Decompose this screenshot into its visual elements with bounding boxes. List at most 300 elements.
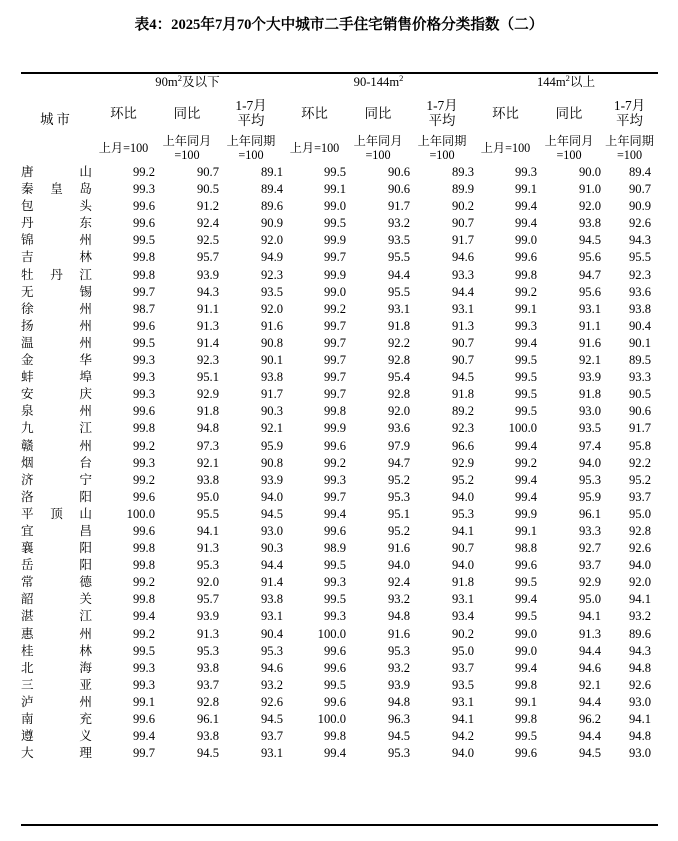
table-row: [21, 438, 658, 455]
city-name-text: [21, 403, 92, 420]
price-index-cell: 93.0: [628, 746, 652, 761]
table-row: [21, 660, 658, 677]
price-index-cell: 92.3: [260, 267, 284, 282]
price-index-cell: 92.6: [260, 694, 284, 709]
table-head: [21, 72, 658, 164]
price-index-cell: 93.1: [451, 301, 475, 316]
price-index-cell: 94.8: [387, 609, 411, 624]
measure-header-avg-1: [410, 93, 474, 133]
measure-label-l2-2c: 平均: [616, 113, 643, 128]
table-row: [21, 369, 658, 386]
price-index-cell: 99.1: [132, 694, 155, 709]
city-name-text: [21, 745, 92, 762]
city-name-char: 州: [79, 318, 92, 333]
price-index-cell: 90.3: [260, 541, 284, 556]
measure-label-l2-2b: 平均: [428, 113, 456, 128]
price-index-cell: 96.3: [387, 712, 411, 726]
measure-label-l1-1: 同比: [173, 105, 201, 121]
price-index-cell: 95.9: [260, 438, 284, 453]
city-name-char: 洛: [21, 489, 34, 504]
city-name-text: [21, 369, 92, 386]
group-label-prefix-1: 90-144m: [353, 75, 400, 90]
table-row: [21, 711, 658, 728]
price-index-cell: 99.4: [514, 592, 538, 607]
measure-label-l1-0b: 环比: [301, 105, 328, 121]
price-index-cell: 91.2: [196, 199, 219, 214]
city-name-cell: [21, 198, 92, 215]
table-row: [21, 591, 658, 608]
city-name-text: [21, 267, 92, 284]
price-index-cell: 99.0: [514, 643, 538, 658]
price-index-cell: 94.5: [387, 729, 411, 744]
price-index-cell: 95.6: [578, 250, 602, 265]
city-name-char: 州: [79, 233, 92, 248]
city-name-char: 蚌: [21, 370, 34, 385]
price-index-cell: 90.4: [628, 318, 652, 333]
price-index-cell: 92.2: [628, 455, 652, 470]
city-name-cell: [21, 352, 92, 369]
price-index-cell: 93.9: [578, 370, 602, 385]
price-index-cell: 99.3: [514, 165, 538, 179]
city-name-cell: [21, 489, 92, 506]
city-name-char: 无: [21, 284, 34, 299]
city-name-text: [21, 523, 92, 540]
measure-label-l1-1b: 同比: [364, 105, 392, 121]
base-label-2g: =100: [616, 147, 643, 162]
price-index-cell: 93.1: [260, 609, 284, 624]
table-row: [21, 626, 658, 643]
price-index-cell: 99.1: [323, 182, 347, 197]
price-index-cell: 95.2: [387, 523, 411, 538]
city-name-cell: [21, 711, 92, 728]
measure-label-l1-1c: 同比: [555, 105, 583, 121]
city-name-char: 丹: [21, 216, 34, 231]
price-index-cell: 95.0: [196, 489, 219, 504]
price-index-cell: 93.8: [260, 370, 284, 385]
base-label-0d: 上月=100: [289, 140, 340, 155]
city-name-cell: [21, 472, 92, 489]
measure-label-l1-2: 1-7月: [235, 98, 267, 113]
price-index-cell: 99.7: [132, 746, 155, 761]
price-index-cell: 96.2: [578, 712, 602, 726]
price-index-cell: 90.1: [260, 353, 284, 368]
base-header-yoy-0: [155, 133, 219, 164]
city-name-cell: [21, 728, 92, 745]
price-index-cell: 90.9: [260, 216, 284, 231]
city-name-char: 江: [79, 267, 92, 282]
price-index-cell: 94.1: [628, 592, 652, 607]
measure-header-yoy-2: [537, 93, 601, 133]
price-index-cell: 99.3: [132, 455, 155, 470]
table-row: [21, 557, 658, 574]
price-index-cell: 99.3: [514, 318, 538, 333]
price-index-cell: 94.4: [260, 558, 284, 573]
city-name-char: 州: [79, 404, 92, 419]
price-index-cell: 91.8: [387, 318, 411, 333]
city-name-cell: [21, 181, 92, 198]
price-index-cell: 99.6: [323, 643, 347, 658]
price-index-cell: 90.7: [451, 216, 475, 231]
measure-label-l1-2c: 1-7月: [613, 98, 646, 113]
table-row: [21, 728, 658, 745]
city-name-char: 埠: [79, 370, 92, 385]
price-index-cell: 93.8: [196, 729, 219, 744]
price-index-cell: 92.1: [196, 455, 219, 470]
city-name-cell: [21, 301, 92, 318]
price-index-cell: 91.3: [196, 626, 219, 641]
price-index-cell: 99.3: [132, 660, 155, 675]
price-index-cell: 99.8: [132, 421, 155, 436]
base-label-1b: =100: [174, 147, 200, 162]
price-index-cell: 89.2: [451, 404, 475, 419]
price-index-cell: 99.0: [514, 626, 538, 641]
city-name-text: [21, 677, 92, 694]
price-index-cell: 99.8: [132, 250, 155, 265]
group-label-prefix-2: 144m: [536, 75, 566, 90]
price-index-cell: 93.0: [628, 694, 652, 709]
table-row: [21, 643, 658, 660]
price-index-cell: 91.3: [451, 318, 475, 333]
table-row: [21, 318, 658, 335]
price-index-cell: 93.8: [578, 216, 602, 231]
price-index-cell: 95.3: [387, 746, 411, 761]
price-index-cell: 99.7: [323, 335, 347, 350]
city-name-char: 宁: [79, 472, 92, 487]
price-index-cell: 92.9: [451, 455, 475, 470]
table-row: [21, 420, 658, 437]
price-index-cell: 94.8: [628, 660, 652, 675]
table-row: [21, 677, 658, 694]
price-index-cell: 95.3: [451, 506, 475, 521]
city-name-cell: [21, 660, 92, 677]
city-name-char: 州: [79, 301, 92, 316]
price-index-cell: 99.8: [514, 677, 538, 692]
city-name-char: 阳: [79, 541, 92, 556]
city-name-char: 岳: [21, 558, 34, 573]
price-index-cell: 99.4: [132, 729, 155, 744]
price-index-cell: 94.0: [387, 558, 411, 573]
price-index-cell: 94.5: [578, 233, 602, 248]
city-name-char: 台: [79, 455, 92, 470]
price-index-cell: 89.9: [451, 182, 475, 197]
price-index-cell: 99.3: [323, 472, 347, 487]
price-index-cell: 91.7: [451, 233, 475, 248]
price-index-cell: 94.0: [628, 558, 652, 573]
city-name-cell: [21, 335, 92, 352]
city-name-char: 吉: [21, 250, 34, 265]
city-name-char: 昌: [79, 523, 92, 538]
price-index-cell: 92.6: [628, 216, 652, 231]
price-index-cell: 90.3: [260, 404, 284, 419]
city-name-char: 北: [21, 660, 34, 675]
price-index-cell: 99.6: [132, 318, 155, 333]
city-name-text: [21, 198, 92, 215]
group-label-sup-0: 2: [177, 73, 182, 84]
city-name-cell: [21, 318, 92, 335]
price-index-cell: 95.5: [387, 284, 411, 299]
price-index-cell: 99.6: [132, 216, 155, 231]
price-index-cell: 89.1: [260, 165, 284, 179]
price-index-cell: 97.4: [578, 438, 602, 453]
city-name-char: 林: [79, 250, 92, 265]
price-index-cell: 99.8: [323, 404, 347, 419]
city-name-cell: [21, 591, 92, 608]
city-name-char: 金: [21, 353, 34, 368]
city-name-char: 烟: [21, 455, 34, 470]
price-index-cell: 91.1: [578, 318, 602, 333]
base-label-2: 上年同期: [226, 134, 276, 149]
price-index-cell: 99.8: [132, 541, 155, 556]
price-index-cell: 89.5: [628, 353, 652, 368]
price-index-cell: 99.7: [323, 489, 347, 504]
city-name-cell: [21, 626, 92, 643]
city-name-char: 理: [79, 746, 92, 761]
price-index-cell: 93.9: [260, 472, 284, 487]
price-index-cell: 90.7: [451, 353, 475, 368]
price-index-cell: 95.3: [196, 558, 219, 573]
price-index-cell: 92.8: [387, 353, 411, 368]
price-index-cell: 100.0: [508, 421, 538, 436]
price-index-cell: 91.6: [260, 318, 284, 333]
group-label-suffix-0: 及以下: [181, 75, 220, 90]
table-row: [21, 523, 658, 540]
city-name-cell: [21, 455, 92, 472]
city-name-char: 庆: [79, 387, 92, 402]
city-name-char: 宜: [21, 523, 34, 538]
city-name-char: 阳: [79, 489, 92, 504]
price-index-cell: 92.9: [196, 387, 219, 402]
city-name-text: [21, 540, 92, 557]
price-index-cell: 93.9: [387, 677, 411, 692]
price-index-cell: 92.0: [196, 575, 219, 590]
price-index-cell: 100.0: [126, 506, 155, 521]
measure-header-mom-0: [92, 93, 155, 133]
price-index-cell: 99.9: [323, 421, 347, 436]
price-index-cell: 99.6: [323, 438, 347, 453]
price-index-cell: 99.1: [514, 694, 538, 709]
city-name-char: 海: [79, 660, 92, 675]
price-index-cell: 99.8: [323, 729, 347, 744]
price-index-cell: 95.3: [387, 643, 411, 658]
price-index-cell: 92.3: [451, 421, 475, 436]
price-index-cell: 92.3: [628, 267, 652, 282]
city-name-cell: [21, 677, 92, 694]
price-index-cell: 94.8: [387, 694, 411, 709]
price-index-cell: 99.4: [132, 609, 155, 624]
price-index-cell: 91.6: [387, 626, 411, 641]
price-index-cell: 95.3: [196, 643, 219, 658]
base-header-avg-1: [410, 133, 474, 164]
price-index-cell: 99.2: [323, 455, 347, 470]
price-index-cell: 93.1: [451, 592, 475, 607]
header-row-group: [21, 72, 658, 93]
table-bottom-rule: [21, 824, 658, 826]
city-name-char: 山: [79, 165, 92, 179]
price-index-cell: 96.1: [196, 712, 219, 726]
group-label-suffix-2: 以上: [569, 75, 596, 90]
city-name-char: 三: [21, 677, 34, 692]
city-name-char: 东: [79, 216, 92, 231]
price-index-cell: 95.0: [628, 506, 652, 521]
base-label-1e: =100: [365, 147, 391, 162]
price-index-cell: 94.0: [260, 489, 284, 504]
price-index-cell: 93.5: [451, 677, 475, 692]
price-index-cell: 99.9: [323, 233, 347, 248]
table-row: [21, 232, 658, 249]
city-name-char: 头: [79, 199, 92, 214]
price-index-cell: 99.4: [514, 660, 538, 675]
price-index-cell: 99.4: [323, 506, 347, 521]
price-index-cell: 94.4: [578, 643, 602, 658]
price-index-cell: 94.0: [451, 558, 475, 573]
city-name-char: 州: [79, 694, 92, 709]
price-index-cell: 94.5: [578, 746, 602, 761]
table-row: [21, 489, 658, 506]
price-index-cell: 90.1: [628, 335, 652, 350]
price-index-cell: 91.3: [196, 541, 219, 556]
city-name-char: 安: [21, 387, 34, 402]
price-index-cell: 99.0: [514, 233, 538, 248]
price-index-cell: 95.7: [196, 592, 219, 607]
city-name-char: 林: [79, 643, 92, 658]
price-index-cell: 92.6: [628, 541, 652, 556]
city-name-cell: [21, 232, 92, 249]
price-index-cell: 98.7: [132, 301, 155, 316]
price-index-cell: 99.3: [132, 370, 155, 385]
price-index-cell: 89.6: [260, 199, 284, 214]
city-name-char: 包: [21, 199, 34, 214]
price-index-cell: 94.4: [387, 267, 411, 282]
price-index-cell: 92.0: [260, 301, 284, 316]
price-index-cell: 99.5: [132, 643, 155, 658]
price-index-cell: 94.1: [578, 609, 602, 624]
price-index-cell: 92.8: [196, 694, 219, 709]
price-index-cell: 99.5: [514, 353, 538, 368]
measure-label-l1-2b: 1-7月: [426, 98, 458, 113]
city-name-cell: [21, 386, 92, 403]
price-index-cell: 94.6: [260, 660, 284, 675]
city-name-char: 江: [79, 609, 92, 624]
price-index-cell: 90.7: [196, 165, 219, 179]
city-name-cell: [21, 249, 92, 266]
measure-header-avg-2: [601, 93, 658, 133]
measure-label-l1-0c: 环比: [492, 105, 519, 121]
price-index-cell: 94.8: [196, 421, 219, 436]
city-name-cell: [21, 608, 92, 625]
price-index-cell: 93.7: [628, 489, 652, 504]
price-index-cell: 95.6: [578, 284, 602, 299]
price-index-cell: 99.2: [132, 472, 155, 487]
city-name-char: 丹: [50, 267, 63, 282]
city-name-char: 充: [79, 712, 92, 726]
city-name-text: [21, 591, 92, 608]
price-index-cell: 91.8: [451, 387, 475, 402]
price-index-cell: 93.2: [387, 660, 411, 675]
city-name-char: 徐: [21, 301, 34, 316]
group-header-large: [474, 72, 658, 93]
price-index-cell: 94.1: [628, 712, 652, 726]
city-name-char: 平: [21, 506, 34, 521]
price-index-cell: 93.2: [387, 216, 411, 231]
price-index-cell: 94.1: [451, 712, 475, 726]
price-index-cell: 99.2: [323, 301, 347, 316]
city-name-text: [21, 608, 92, 625]
table-row: [21, 574, 658, 591]
table-row: [21, 608, 658, 625]
price-index-cell: 90.8: [260, 455, 284, 470]
city-name-char: 义: [79, 729, 92, 744]
price-index-cell: 93.8: [260, 592, 284, 607]
group-header-medium: [283, 72, 474, 93]
table-row: [21, 267, 658, 284]
price-index-cell: 99.2: [132, 626, 155, 641]
price-index-cell: 93.2: [387, 592, 411, 607]
price-index-cell: 99.6: [132, 489, 155, 504]
price-index-cell: 93.6: [387, 421, 411, 436]
price-index-cell: 99.7: [323, 353, 347, 368]
price-index-cell: 94.7: [578, 267, 602, 282]
measure-header-yoy-1: [346, 93, 410, 133]
price-index-cell: 99.7: [323, 370, 347, 385]
measure-header-avg-0: [219, 93, 283, 133]
city-name-char: 锦: [21, 233, 34, 248]
price-index-cell: 90.6: [628, 404, 652, 419]
city-name-char: 桂: [21, 643, 34, 658]
price-index-cell: 99.6: [132, 199, 155, 214]
price-index-cell: 91.7: [260, 387, 284, 402]
city-name-char: 牡: [21, 267, 34, 282]
table-row: [21, 249, 658, 266]
price-index-cell: 90.5: [196, 182, 219, 197]
price-index-cell: 90.7: [628, 182, 652, 197]
city-name-text: [21, 420, 92, 437]
measure-header-mom-2: [474, 93, 537, 133]
price-index-cell: 99.5: [132, 335, 155, 350]
price-index-cell: 92.0: [578, 199, 602, 214]
price-index-cell: 99.8: [514, 267, 538, 282]
city-name-text: [21, 660, 92, 677]
table-row: [21, 472, 658, 489]
table-row: [21, 198, 658, 215]
price-index-cell: 99.8: [132, 592, 155, 607]
price-index-cell: 90.0: [578, 165, 602, 179]
city-name-char: 顶: [50, 506, 63, 521]
price-index-cell: 94.1: [451, 523, 475, 538]
price-index-cell: 93.7: [451, 660, 475, 675]
city-name-cell: [21, 540, 92, 557]
price-index-cell: 93.2: [628, 609, 652, 624]
city-name-cell: [21, 438, 92, 455]
price-index-cell: 92.1: [578, 677, 602, 692]
table-row: [21, 386, 658, 403]
city-name-char: 皇: [50, 182, 63, 197]
price-index-cell: 94.5: [196, 746, 219, 761]
city-name-char: 襄: [21, 541, 34, 556]
city-name-text: [21, 506, 92, 523]
price-index-cell: 91.6: [578, 335, 602, 350]
price-index-cell: 90.2: [451, 199, 475, 214]
price-index-cell: 90.7: [451, 335, 475, 350]
city-name-char: 南: [21, 712, 34, 726]
city-name-text: [21, 574, 92, 591]
price-index-cell: 99.5: [514, 387, 538, 402]
price-index-cell: 93.7: [260, 729, 284, 744]
city-name-char: 唐: [21, 165, 34, 179]
city-name-text: [21, 455, 92, 472]
city-column-header: 城市: [40, 111, 73, 127]
price-index-cell: 94.4: [578, 694, 602, 709]
city-name-char: 温: [21, 335, 34, 350]
